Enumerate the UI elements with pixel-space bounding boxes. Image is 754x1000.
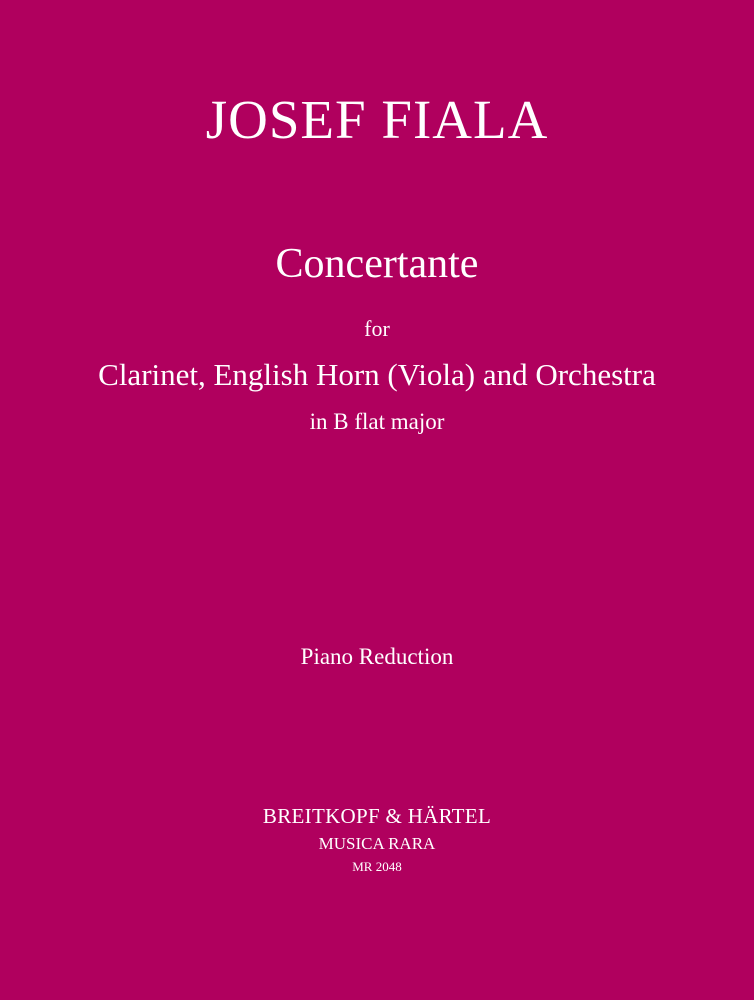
catalog-number: MR 2048 bbox=[352, 859, 402, 874]
edition-type: Piano Reduction bbox=[300, 644, 454, 669]
composer-name: JOSEF FIALA bbox=[205, 89, 549, 150]
instrumentation: Clarinet, English Horn (Viola) and Orchestra bbox=[98, 357, 656, 392]
for-line: for bbox=[364, 316, 390, 341]
key-signature: in B flat major bbox=[309, 409, 445, 434]
imprint-name: MUSICA RARA bbox=[318, 834, 436, 853]
publisher-name: BREITKOPF & HÄRTEL bbox=[262, 804, 492, 828]
work-title: Concertante bbox=[275, 241, 479, 287]
